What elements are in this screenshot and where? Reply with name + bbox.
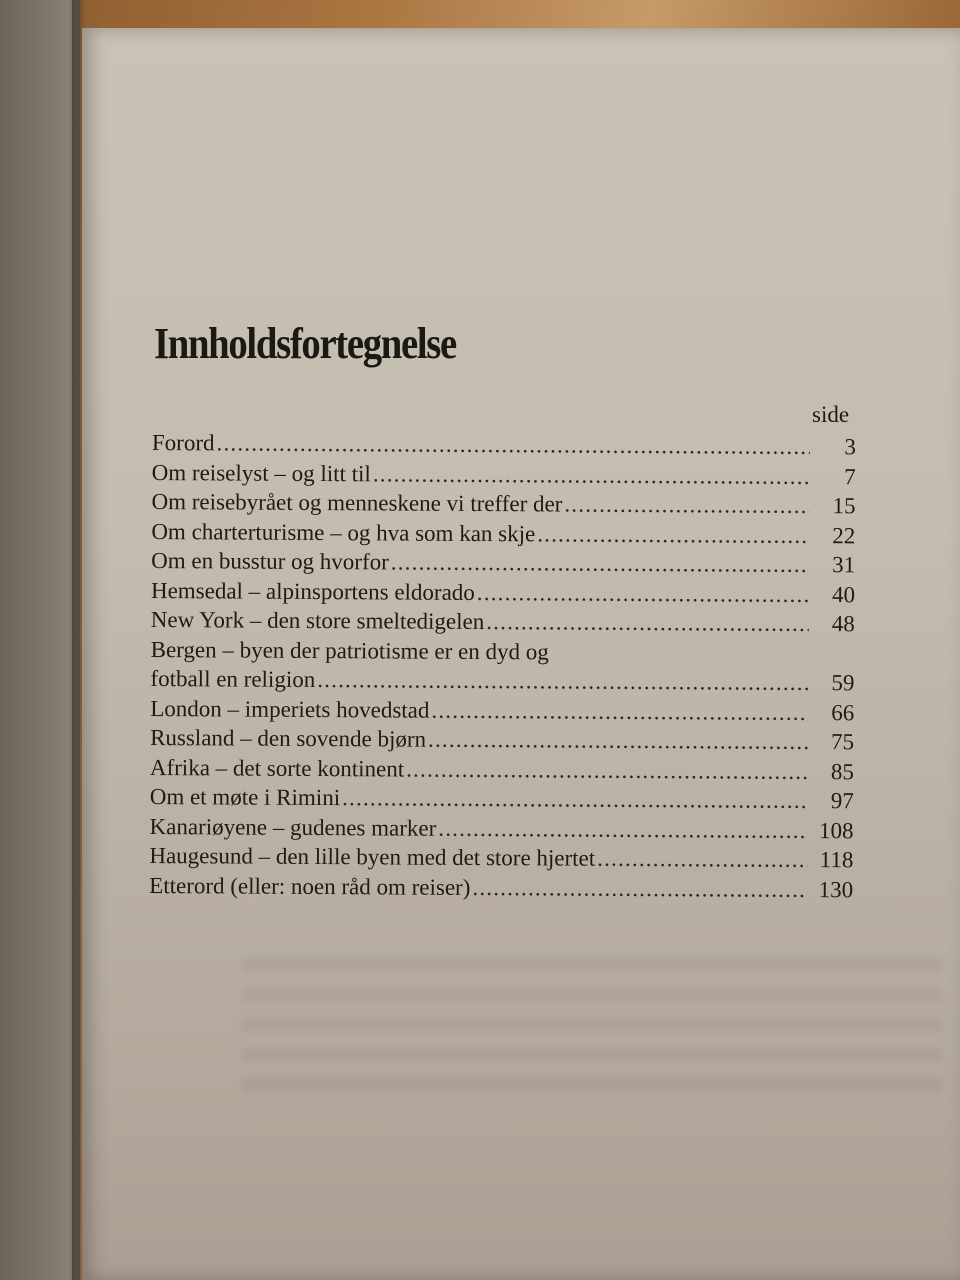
dot-leader (597, 844, 807, 875)
entry-title: Kanariøyene – gudenes marker (149, 813, 437, 841)
entry-page: 3 (844, 434, 856, 460)
dot-leader (537, 519, 809, 550)
toc-entry (151, 605, 855, 639)
entry-page: 48 (831, 611, 855, 637)
dot-leader (406, 754, 808, 786)
entry-page: 22 (832, 522, 856, 548)
bleed-through-text (242, 1048, 942, 1062)
toc-entry (150, 723, 854, 757)
dot-leader (438, 813, 807, 845)
toc-entry (151, 487, 855, 521)
entry-page: 7 (844, 463, 856, 489)
entry-title: Etterord (eller: noen råd om reiser) (149, 872, 471, 900)
toc-entry (150, 752, 854, 786)
dot-leader (431, 695, 808, 727)
toc-entry (152, 457, 856, 491)
entry-title: Haugesund – den lille byen med det store hjertet (149, 842, 596, 871)
page-column-header: side (812, 402, 850, 427)
entry-page: 108 (818, 817, 854, 843)
dot-leader (477, 577, 809, 609)
toc-entry (149, 870, 853, 904)
entry-title: Bergen – byen der patriotisme er en dyd og (150, 636, 549, 664)
dot-leader (216, 428, 810, 461)
left-page-edge (0, 0, 80, 1280)
entry-page: 40 (831, 581, 856, 607)
entry-page: 66 (831, 699, 855, 725)
entry-title: New York – den store smeltedigelen (150, 606, 485, 635)
dot-leader (342, 783, 808, 815)
entry-title: Afrika – det sorte kontinent (149, 754, 405, 782)
toc-entry (151, 516, 855, 550)
dot-leader (373, 459, 810, 491)
bleed-through-text (242, 1018, 942, 1032)
entry-title: Om reiselyst – og litt til (151, 459, 371, 486)
entry-title: Forord (151, 429, 215, 456)
dot-leader (317, 665, 808, 698)
entry-title: Om charterturisme – og hva som kan skje (151, 518, 536, 546)
page-title: Innholdsfortegnelse (154, 319, 456, 368)
dot-leader (391, 547, 810, 579)
entry-title: Om et møte i Rimini (149, 783, 341, 811)
table-of-contents (149, 428, 856, 904)
dot-leader (472, 872, 807, 904)
dot-leader (486, 607, 809, 638)
entry-title: London – imperiets hovedstad (150, 695, 430, 723)
entry-page: 31 (832, 552, 856, 578)
toc-entry (151, 575, 855, 609)
toc-entry (149, 841, 853, 875)
toc-entry-first-line (151, 634, 855, 668)
entry-page: 15 (832, 493, 856, 519)
bleed-through-text (242, 1078, 942, 1092)
entry-title: Om reisebyrået og menneskene vi treffer der (151, 488, 563, 517)
toc-entry (149, 811, 853, 845)
entry-page: 130 (818, 876, 854, 902)
entry-title: Hemsedal – alpinsportens eldorado (150, 577, 475, 605)
entry-page: 85 (830, 758, 854, 784)
entry-title-continued: fotball en religion (150, 665, 316, 693)
entry-page: 118 (819, 847, 854, 873)
toc-entry (150, 664, 854, 698)
dot-leader (564, 490, 809, 521)
entry-page: 75 (831, 729, 855, 755)
bleed-through-text (242, 988, 942, 1002)
entry-page: 59 (831, 670, 855, 696)
entry-page: 97 (830, 788, 854, 814)
toc-entry (150, 693, 854, 727)
bleed-through-text (242, 958, 942, 972)
entry-title: Russland – den sovende bjørn (150, 724, 427, 752)
dot-leader (428, 725, 808, 757)
toc-entry (152, 428, 856, 462)
entry-title: Om en busstur og hvorfor (151, 547, 389, 575)
toc-entry (151, 546, 855, 580)
toc-entry (150, 782, 854, 816)
